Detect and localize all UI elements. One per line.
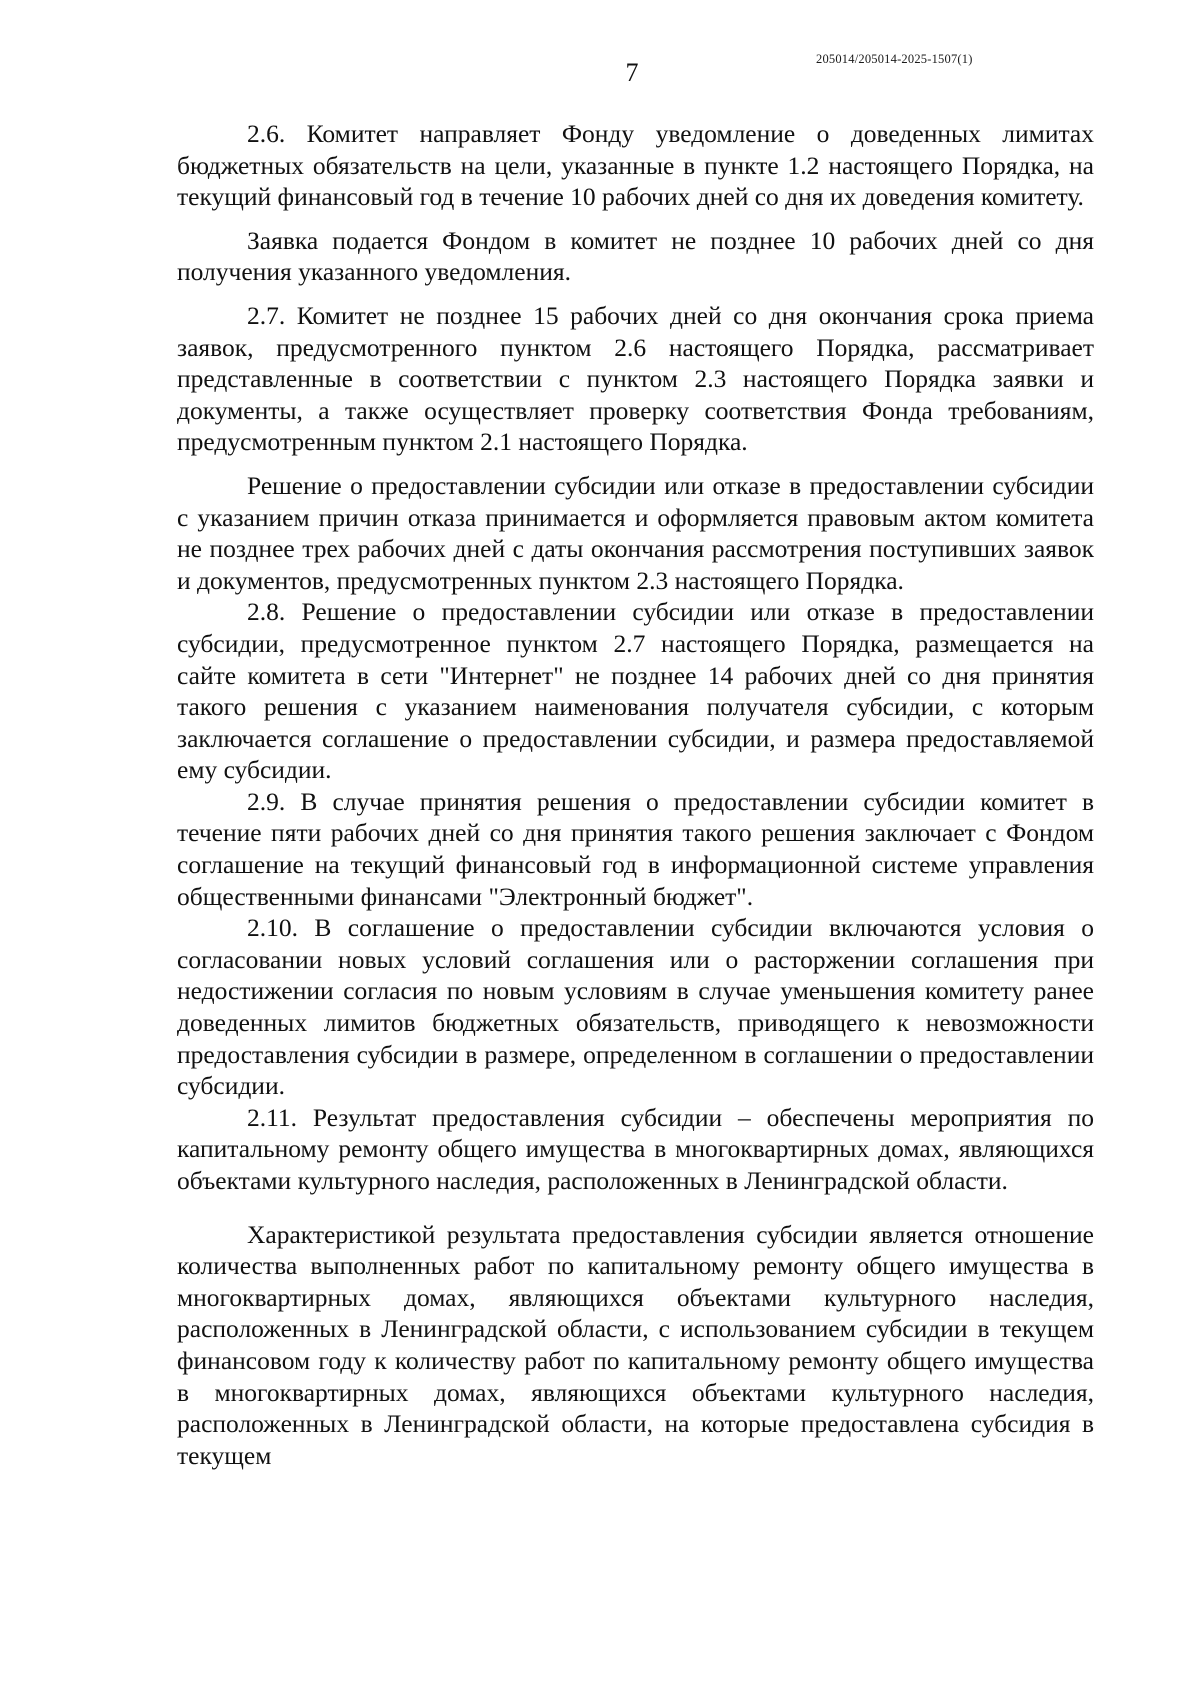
paragraph-2-11: 2.11. Результат предоставления субсидии – обеспечены мероприятия по капитальному ремонту общего имущества в многоквартирных домах, являющихся объектами культурного наследия, расположенных в Ленинградской области. — [177, 1102, 1094, 1195]
document-id: 205014/205014-2025-1507(1) — [816, 52, 973, 66]
paragraph-decision: Решение о предоставлении субсидии или отказе в предоставлении субсидии с указанием причин отказа принимается и оформляется правовым актом комитета не позднее трех рабочих дней с даты окончания рассмотрения поступивших заявок и документов, предусмотренных пунктом 2.3 настоящего Порядка. — [177, 470, 1094, 595]
paragraph-application-deadline: Заявка подается Фондом в комитет не позднее 10 рабочих дней со дня получения указанного уведомления. — [177, 225, 1094, 287]
paragraph-result-characteristic: Характеристикой результата предоставления субсидии является отношение количества выполненных работ по капитальному ремонту общего имущества в многоквартирных домах, являющихся объектами культурного наследия, расположенных в Ленинградской области, с использованием субсидии в текущем финансовом году к количеству работ по капитальному ремонту общего имущества в многоквартирных домах, являющихся объектами культурного наследия, расположенных в Ленинградской области, на которые предоставлена субсидия в текущем — [177, 1219, 1094, 1470]
paragraph-2-8: 2.8. Решение о предоставлении субсидии или отказе в предоставлении субсидии, предусмотренное пунктом 2.7 настоящего Порядка, размещается на сайте комитета в сети "Интернет" не позднее 14 рабочих дней со дня принятия такого решения с указанием наименования получателя субсидии, с которым заключается соглашение о предоставлении субсидии, и размера предоставляемой ему субсидии. — [177, 597, 1094, 785]
page-number: 7 — [625, 58, 639, 87]
document-body — [177, 118, 1094, 1471]
paragraph-2-6: 2.6. Комитет направляет Фонду уведомление о доведенных лимитах бюджетных обязательств на цели, указанные в пункте 1.2 настоящего Порядка, на текущий финансовый год в течение 10 рабочих дней со дня их доведения комитету. — [177, 119, 1094, 212]
paragraph-2-7: 2.7. Комитет не позднее 15 рабочих дней со дня окончания срока приема заявок, предусмотренного пунктом 2.6 настоящего Порядка, рассматривает представленные в соответствии с пунктом 2.3 настоящего Порядка заявки и документы, а также осуществляет проверку соответствия Фонда требованиям, предусмотренным пунктом 2.1 настоящего Порядка. — [177, 300, 1094, 457]
paragraph-2-10: 2.10. В соглашение о предоставлении субсидии включаются условия о согласовании новых условий соглашения или о расторжении соглашения при недостижении согласия по новым условиям в случае уменьшения комитету ранее доведенных лимитов бюджетных обязательств, приводящего к невозможности предоставления субсидии в размере, определенном в соглашении о предоставлении субсидии. — [177, 913, 1094, 1101]
paragraph-2-9: 2.9. В случае принятия решения о предоставлении субсидии комитет в течение пяти рабочих дней со дня принятия такого решения заключает с Фондом соглашение на текущий финансовый год в информационной системе управления общественными финансами "Электронный бюджет". — [177, 786, 1094, 911]
